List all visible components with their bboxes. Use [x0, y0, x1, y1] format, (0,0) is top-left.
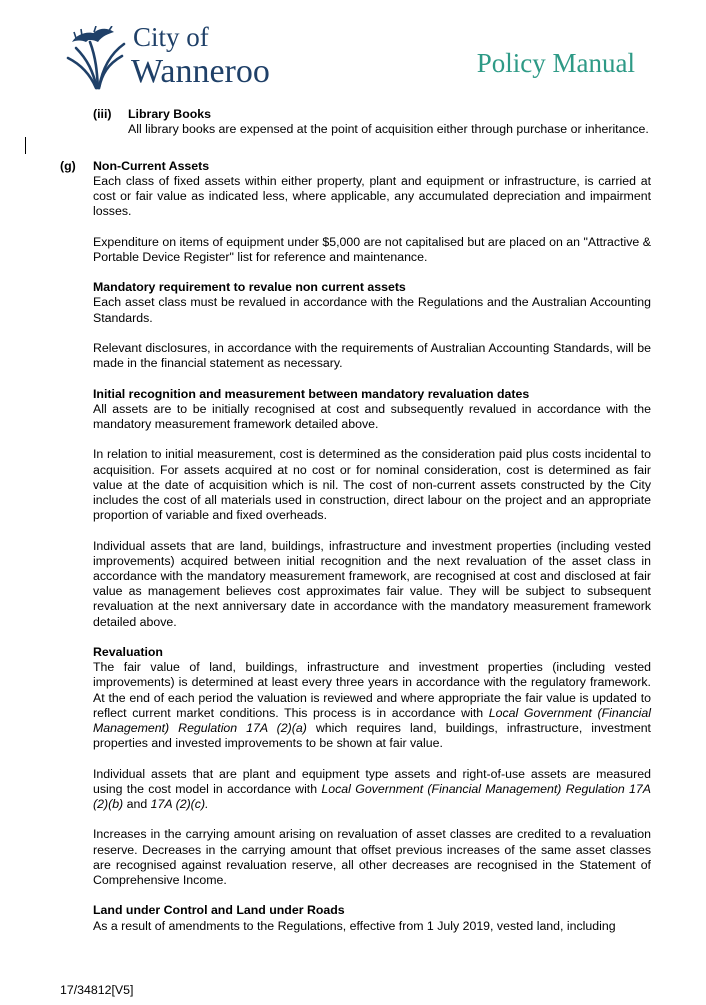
section-heading: Initial recognition and measurement between mandatory revaluation dates [93, 386, 530, 401]
section-heading: Revaluation [93, 644, 163, 659]
page-header [0, 0, 706, 110]
paragraph: Individual assets that are land, buildings, infrastructure and investment properties (including vested improvements) acquired between initial recognition and the next revaluation of the asset class in accordance with the mandatory measurement framework, are recognised at cost and disclosed at fair value as management believes cost approximates fair value. They will be subject to subsequent revaluation at the next anniversary date in accordance with the mandatory measurement framework detailed above. [93, 538, 651, 629]
grass-tree-icon [66, 26, 130, 90]
paragraph: All assets are to be initially recognised at cost and subsequently revalued in accordance with the mandatory measurement framework detailed above. [93, 401, 651, 431]
paragraph: As a result of amendments to the Regulations, effective from 1 July 2019, vested land, including [93, 918, 616, 933]
regulation-reference: Local Government (Financial Management) Regulation 17A (2)(b) [93, 781, 651, 811]
section-number: (iii) [93, 107, 112, 121]
paragraph: All library books are expensed at the point of acquisition either through purchase or inheritance. [128, 122, 649, 137]
land-under-control-section [0, 903, 706, 933]
paragraph: Increases in the carrying amount arising on revaluation of asset classes are credited to a revaluation reserve. Decreases in the carrying amount that offset previous increases of the same asset classes are recognised against revaluation reserve, all other decreases are recognised in the Statement of Comprehensive Income. [93, 827, 651, 887]
section-heading: Non-Current Assets [93, 158, 210, 173]
paragraph: Relevant disclosures, in accordance with the requirements of Australian Accounting Standards, will be made in the financial statement as necessary. [93, 340, 651, 371]
policy-manual-title: Policy Manual [476, 48, 635, 78]
paragraph: In relation to initial measurement, cost is determined as the consideration paid plus costs incidental to acquisition. For assets acquired at no cost or for nominal consideration, cost is determined as fair value at the date of acquisition which is nil. The cost of non-current assets constructed by the City includes the cost of all materials used in construction, direct labour on the project and an appropriate proportion of variable and fixed overheads. [93, 447, 651, 523]
mandatory-revaluation-section [0, 280, 706, 371]
library-books-section [0, 107, 706, 137]
paragraph: The fair value of land, buildings, infrastructure and investment properties (including vested improvements) is determined at least every three years in accordance with the regulatory framework. At the end of each period the valuation is reviewed and where appropriate the fair value is updated to reflect current market conditions. This process is in accordance with Local Government (Financial Management) Regulation 17A (2)(a) which requires land, buildings, infrastructure, investment properties and invested improvements to be shown at fair value. [93, 660, 651, 751]
paragraph: Each asset class must be revalued in accordance with the Regulations and the Australian Accounting Standards. [93, 295, 651, 325]
non-current-assets-section [0, 159, 706, 265]
regulation-reference: 17A (2)(c). [150, 797, 209, 811]
paragraph: Each class of fixed assets within either property, plant and equipment or infrastructure, is carried at cost or fair value as indicated less, where applicable, any accumulated depreciation and impairment losses. [93, 173, 651, 219]
document-body [0, 107, 706, 934]
logo-text-wanneroo: Wanneroo [131, 53, 270, 90]
initial-recognition-section [0, 387, 706, 630]
logo-text-city-of: City of [133, 22, 209, 52]
section-number: (g) [60, 158, 76, 173]
regulation-reference: Local Government (Financial Management) Regulation 17A (2)(a) [93, 705, 651, 735]
paragraph: Expenditure on items of equipment under $5,000 are not capitalised but are placed on an "Attractive & Portable Device Register" list for reference and maintenance. [93, 234, 651, 264]
section-heading: Land under Control and Land under Roads [93, 903, 345, 918]
section-heading: Mandatory requirement to revalue non current assets [93, 280, 406, 295]
paragraph: Individual assets that are plant and equipment type assets and right-of-use assets are measured using the cost model in accordance with Local Government (Financial Management) Regulation 17A (2)(b) and 17A (2)(c). [93, 766, 651, 811]
section-heading: Library Books [128, 107, 212, 121]
document-reference: 17/34812[V5] [60, 983, 134, 997]
revaluation-section [0, 645, 706, 888]
